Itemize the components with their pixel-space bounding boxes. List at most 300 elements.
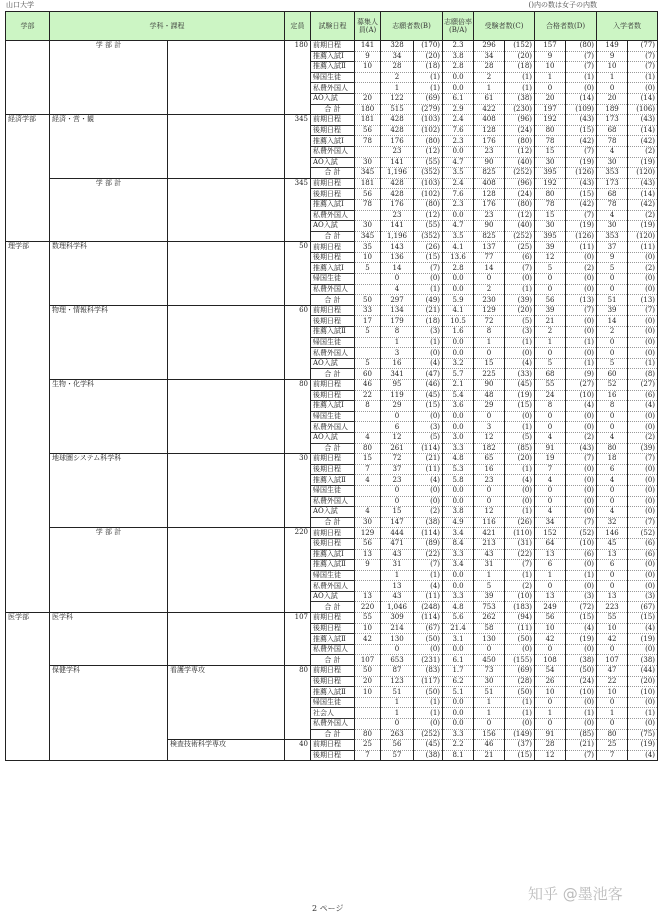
passed-value: 249 bbox=[535, 602, 566, 613]
examinees-value: 28 bbox=[474, 62, 505, 73]
passed-value: 80 bbox=[535, 189, 566, 200]
enrolled-value: 47 bbox=[597, 666, 628, 677]
examinees-value: 48 bbox=[474, 390, 505, 401]
enrolled-female: (106) bbox=[628, 104, 658, 115]
examinees-female: (40) bbox=[505, 221, 535, 232]
ratio-value: 0.0 bbox=[443, 274, 474, 285]
passed-value: 0 bbox=[535, 284, 566, 295]
examinees-value: 77 bbox=[474, 252, 505, 263]
enrolled-value: 0 bbox=[597, 719, 628, 730]
examinees-value: 31 bbox=[474, 560, 505, 571]
examinees-value: 34 bbox=[474, 51, 505, 62]
applicants-value: 214 bbox=[381, 623, 414, 634]
schedule-label: 前期日程 bbox=[311, 528, 355, 539]
recruit-value: 60 bbox=[355, 369, 381, 380]
ratio-value: 3.0 bbox=[443, 432, 474, 443]
enrolled-female: (0) bbox=[628, 252, 658, 263]
examinees-value: 129 bbox=[474, 305, 505, 316]
passed-value: 157 bbox=[535, 41, 566, 52]
schedule-label: 推薦入試Ⅱ bbox=[311, 475, 355, 486]
enrolled-value: 1 bbox=[597, 708, 628, 719]
examinees-value: 0 bbox=[474, 485, 505, 496]
applicants-female: (352) bbox=[414, 231, 443, 242]
enrolled-female: (43) bbox=[628, 115, 658, 126]
passed-female: (10) bbox=[566, 687, 597, 698]
capacity-value: 80 bbox=[285, 380, 311, 454]
passed-value: 10 bbox=[535, 687, 566, 698]
schedule-label: 合 計 bbox=[311, 655, 355, 666]
passed-female: (1) bbox=[566, 72, 597, 83]
schedule-label: 私費外国人 bbox=[311, 83, 355, 94]
recruit-value: 78 bbox=[355, 199, 381, 210]
passed-female: (7) bbox=[566, 51, 597, 62]
schedule-label: 合 計 bbox=[311, 729, 355, 740]
enrolled-female: (0) bbox=[628, 274, 658, 285]
applicants-female: (89) bbox=[414, 538, 443, 549]
table-row bbox=[6, 454, 658, 465]
schedule-label: 後期日程 bbox=[311, 390, 355, 401]
ratio-value: 8.1 bbox=[443, 750, 474, 761]
applicants-female: (69) bbox=[414, 93, 443, 104]
examinees-value: 29 bbox=[474, 401, 505, 412]
applicants-female: (114) bbox=[414, 528, 443, 539]
recruit-value: 345 bbox=[355, 231, 381, 242]
examinees-female: (20) bbox=[505, 51, 535, 62]
ratio-value: 0.0 bbox=[443, 719, 474, 730]
enrolled-value: 9 bbox=[597, 51, 628, 62]
passed-value: 0 bbox=[535, 485, 566, 496]
ratio-value: 3.6 bbox=[443, 401, 474, 412]
enrolled-value: 353 bbox=[597, 168, 628, 179]
applicants-female: (0) bbox=[414, 348, 443, 359]
enrolled-female: (11) bbox=[628, 242, 658, 253]
passed-value: 13 bbox=[535, 591, 566, 602]
recruit-value bbox=[355, 274, 381, 285]
capacity-value: 40 bbox=[285, 740, 311, 761]
passed-value: 197 bbox=[535, 104, 566, 115]
course-name: 検査技術科学専攻 bbox=[168, 740, 285, 761]
applicants-female: (22) bbox=[414, 549, 443, 560]
ratio-value: 3.3 bbox=[443, 591, 474, 602]
examinees-value: 753 bbox=[474, 602, 505, 613]
applicants-female: (11) bbox=[414, 464, 443, 475]
applicants-female: (0) bbox=[414, 485, 443, 496]
examinees-female: (38) bbox=[505, 93, 535, 104]
course-name bbox=[168, 528, 285, 613]
enrolled-female: (7) bbox=[628, 517, 658, 528]
passed-female: (1) bbox=[566, 337, 597, 348]
applicants-female: (12) bbox=[414, 146, 443, 157]
ratio-value: 3.2 bbox=[443, 358, 474, 369]
recruit-value: 17 bbox=[355, 316, 381, 327]
applicants-value: 444 bbox=[381, 528, 414, 539]
ratio-value: 7.6 bbox=[443, 189, 474, 200]
recruit-value: 4 bbox=[355, 475, 381, 486]
schedule-label: 私費外国人 bbox=[311, 719, 355, 730]
applicants-value: 297 bbox=[381, 295, 414, 306]
enrolled-value: 68 bbox=[597, 125, 628, 136]
recruit-value: 7 bbox=[355, 464, 381, 475]
enrolled-female: (0) bbox=[628, 327, 658, 338]
examinees-female: (0) bbox=[505, 496, 535, 507]
ratio-value: 6.1 bbox=[443, 93, 474, 104]
passed-value: 1 bbox=[535, 708, 566, 719]
enrolled-value: 149 bbox=[597, 41, 628, 52]
applicants-female: (4) bbox=[414, 358, 443, 369]
recruit-value bbox=[355, 496, 381, 507]
department-name: 学 部 計 bbox=[50, 528, 168, 613]
examinees-value: 51 bbox=[474, 687, 505, 698]
applicants-female: (231) bbox=[414, 655, 443, 666]
applicants-value: 1,196 bbox=[381, 168, 414, 179]
applicants-female: (4) bbox=[414, 581, 443, 592]
ratio-value: 1.7 bbox=[443, 666, 474, 677]
recruit-value: 30 bbox=[355, 157, 381, 168]
enrolled-value: 0 bbox=[597, 496, 628, 507]
passed-female: (9) bbox=[566, 369, 597, 380]
applicants-value: 341 bbox=[381, 369, 414, 380]
applicants-female: (0) bbox=[414, 644, 443, 655]
schedule-label: AO入試 bbox=[311, 591, 355, 602]
examinees-female: (149) bbox=[505, 729, 535, 740]
applicants-value: 15 bbox=[381, 507, 414, 518]
ratio-value: 2.1 bbox=[443, 380, 474, 391]
examinees-female: (0) bbox=[505, 485, 535, 496]
examinees-female: (37) bbox=[505, 740, 535, 751]
enrolled-female: (0) bbox=[628, 581, 658, 592]
passed-female: (2) bbox=[566, 263, 597, 274]
applicants-female: (12) bbox=[414, 210, 443, 221]
passed-value: 1 bbox=[535, 337, 566, 348]
capacity-value: 80 bbox=[285, 666, 311, 740]
applicants-value: 428 bbox=[381, 178, 414, 189]
passed-female: (0) bbox=[566, 252, 597, 263]
enrolled-value: 8 bbox=[597, 401, 628, 412]
enrolled-value: 0 bbox=[597, 581, 628, 592]
examinees-female: (1) bbox=[505, 697, 535, 708]
recruit-value bbox=[355, 719, 381, 730]
examinees-female: (252) bbox=[505, 231, 535, 242]
enrolled-value: 80 bbox=[597, 443, 628, 454]
recruit-value: 9 bbox=[355, 560, 381, 571]
enrolled-value: 353 bbox=[597, 231, 628, 242]
examinees-value: 0 bbox=[474, 496, 505, 507]
enrolled-value: 7 bbox=[597, 750, 628, 761]
schedule-label: 帰国生徒 bbox=[311, 337, 355, 348]
examinees-female: (33) bbox=[505, 369, 535, 380]
col-passed: 合格者数(D) bbox=[535, 12, 597, 41]
applicants-female: (18) bbox=[414, 316, 443, 327]
passed-value: 4 bbox=[535, 432, 566, 443]
table-row bbox=[6, 613, 658, 624]
applicants-female: (38) bbox=[414, 517, 443, 528]
schedule-label: AO入試 bbox=[311, 358, 355, 369]
examinees-value: 182 bbox=[474, 443, 505, 454]
passed-value: 0 bbox=[535, 411, 566, 422]
col-applicants: 志願者数(B) bbox=[381, 12, 443, 41]
applicants-value: 37 bbox=[381, 464, 414, 475]
applicants-female: (45) bbox=[414, 740, 443, 751]
passed-female: (42) bbox=[566, 136, 597, 147]
ratio-value: 2.3 bbox=[443, 199, 474, 210]
course-name bbox=[168, 115, 285, 179]
passed-value: 39 bbox=[535, 305, 566, 316]
schedule-label: 社会人 bbox=[311, 708, 355, 719]
examinees-value: 61 bbox=[474, 93, 505, 104]
ratio-value: 3.5 bbox=[443, 231, 474, 242]
examinees-female: (4) bbox=[505, 358, 535, 369]
enrolled-value: 0 bbox=[597, 411, 628, 422]
recruit-value: 50 bbox=[355, 666, 381, 677]
examinees-female: (110) bbox=[505, 528, 535, 539]
enrolled-value: 39 bbox=[597, 305, 628, 316]
applicants-value: 2 bbox=[381, 72, 414, 83]
passed-female: (10) bbox=[566, 390, 597, 401]
ratio-value: 0.0 bbox=[443, 146, 474, 157]
applicants-value: 653 bbox=[381, 655, 414, 666]
passed-female: (7) bbox=[566, 454, 597, 465]
enrolled-value: 25 bbox=[597, 740, 628, 751]
passed-female: (7) bbox=[566, 750, 597, 761]
recruit-value bbox=[355, 337, 381, 348]
examinees-female: (50) bbox=[505, 634, 535, 645]
examinees-value: 422 bbox=[474, 104, 505, 115]
examinees-value: 23 bbox=[474, 146, 505, 157]
examinees-female: (4) bbox=[505, 475, 535, 486]
ratio-value: 5.8 bbox=[443, 475, 474, 486]
applicants-value: 1 bbox=[381, 83, 414, 94]
recruit-value: 13 bbox=[355, 549, 381, 560]
examinees-value: 90 bbox=[474, 380, 505, 391]
ratio-value: 5.9 bbox=[443, 295, 474, 306]
examinees-female: (18) bbox=[505, 62, 535, 73]
schedule-label: 後期日程 bbox=[311, 676, 355, 687]
passed-value: 152 bbox=[535, 528, 566, 539]
schedule-label: 前期日程 bbox=[311, 115, 355, 126]
passed-value: 7 bbox=[535, 464, 566, 475]
applicants-female: (1) bbox=[414, 83, 443, 94]
examinees-value: 16 bbox=[474, 464, 505, 475]
passed-female: (7) bbox=[566, 305, 597, 316]
enrolled-female: (1) bbox=[628, 708, 658, 719]
schedule-label: 私費外国人 bbox=[311, 496, 355, 507]
female-count-note: ()内の数は女子の内数 bbox=[528, 1, 597, 9]
applicants-value: 263 bbox=[381, 729, 414, 740]
examinees-value: 130 bbox=[474, 634, 505, 645]
enrolled-value: 146 bbox=[597, 528, 628, 539]
ratio-value: 3.3 bbox=[443, 443, 474, 454]
passed-female: (0) bbox=[566, 507, 597, 518]
recruit-value: 20 bbox=[355, 93, 381, 104]
enrolled-female: (19) bbox=[628, 157, 658, 168]
passed-value: 34 bbox=[535, 517, 566, 528]
enrolled-value: 0 bbox=[597, 337, 628, 348]
applicants-female: (20) bbox=[414, 51, 443, 62]
recruit-value: 8 bbox=[355, 401, 381, 412]
passed-female: (1) bbox=[566, 708, 597, 719]
enrolled-value: 173 bbox=[597, 115, 628, 126]
col-schedule: 試験日程 bbox=[311, 12, 355, 41]
examinees-female: (2) bbox=[505, 581, 535, 592]
schedule-label: 後期日程 bbox=[311, 464, 355, 475]
examinees-female: (96) bbox=[505, 178, 535, 189]
examinees-female: (252) bbox=[505, 168, 535, 179]
passed-value: 4 bbox=[535, 507, 566, 518]
enrolled-value: 0 bbox=[597, 422, 628, 433]
applicants-value: 134 bbox=[381, 305, 414, 316]
passed-female: (19) bbox=[566, 221, 597, 232]
enrolled-female: (0) bbox=[628, 464, 658, 475]
passed-female: (85) bbox=[566, 729, 597, 740]
schedule-label: 前期日程 bbox=[311, 41, 355, 52]
enrolled-female: (2) bbox=[628, 146, 658, 157]
enrolled-female: (120) bbox=[628, 231, 658, 242]
examinees-female: (5) bbox=[505, 432, 535, 443]
applicants-value: 0 bbox=[381, 411, 414, 422]
enrolled-value: 0 bbox=[597, 485, 628, 496]
enrolled-female: (0) bbox=[628, 570, 658, 581]
examinees-female: (1) bbox=[505, 337, 535, 348]
passed-female: (42) bbox=[566, 199, 597, 210]
enrolled-value: 107 bbox=[597, 655, 628, 666]
enrolled-value: 189 bbox=[597, 104, 628, 115]
enrolled-value: 1 bbox=[597, 72, 628, 83]
applicants-female: (18) bbox=[414, 62, 443, 73]
passed-value: 39 bbox=[535, 242, 566, 253]
passed-female: (0) bbox=[566, 274, 597, 285]
applicants-female: (11) bbox=[414, 591, 443, 602]
passed-female: (24) bbox=[566, 676, 597, 687]
passed-value: 192 bbox=[535, 115, 566, 126]
enrolled-female: (0) bbox=[628, 719, 658, 730]
ratio-value: 5.7 bbox=[443, 369, 474, 380]
schedule-label: 後期日程 bbox=[311, 189, 355, 200]
applicants-value: 309 bbox=[381, 613, 414, 624]
recruit-value: 5 bbox=[355, 263, 381, 274]
ratio-value: 8.4 bbox=[443, 538, 474, 549]
applicants-female: (1) bbox=[414, 570, 443, 581]
examinees-female: (94) bbox=[505, 613, 535, 624]
enrolled-female: (42) bbox=[628, 136, 658, 147]
enrolled-female: (77) bbox=[628, 41, 658, 52]
col-recruit: 募集人員(A) bbox=[355, 12, 381, 41]
schedule-label: AO入試 bbox=[311, 221, 355, 232]
passed-value: 0 bbox=[535, 348, 566, 359]
enrolled-female: (1) bbox=[628, 72, 658, 83]
examinees-value: 450 bbox=[474, 655, 505, 666]
department-name: 学 部 計 bbox=[50, 41, 168, 115]
enrolled-female: (39) bbox=[628, 443, 658, 454]
examinees-value: 15 bbox=[474, 358, 505, 369]
passed-value: 0 bbox=[535, 422, 566, 433]
schedule-label: 私費外国人 bbox=[311, 644, 355, 655]
passed-female: (0) bbox=[566, 496, 597, 507]
passed-female: (6) bbox=[566, 549, 597, 560]
applicants-female: (49) bbox=[414, 295, 443, 306]
applicants-female: (3) bbox=[414, 327, 443, 338]
recruit-value bbox=[355, 348, 381, 359]
applicants-female: (4) bbox=[414, 475, 443, 486]
course-name bbox=[168, 613, 285, 666]
passed-female: (43) bbox=[566, 178, 597, 189]
ratio-value: 2.3 bbox=[443, 136, 474, 147]
recruit-value: 141 bbox=[355, 41, 381, 52]
recruit-value bbox=[355, 411, 381, 422]
ratio-value: 0.0 bbox=[443, 496, 474, 507]
applicants-female: (1) bbox=[414, 697, 443, 708]
enrolled-value: 0 bbox=[597, 644, 628, 655]
passed-value: 64 bbox=[535, 538, 566, 549]
examinees-value: 408 bbox=[474, 115, 505, 126]
enrolled-female: (1) bbox=[628, 358, 658, 369]
schedule-label: 帰国生徒 bbox=[311, 570, 355, 581]
passed-female: (0) bbox=[566, 697, 597, 708]
passed-female: (15) bbox=[566, 613, 597, 624]
passed-female: (7) bbox=[566, 517, 597, 528]
applicants-female: (103) bbox=[414, 115, 443, 126]
examinees-value: 3 bbox=[474, 422, 505, 433]
enrolled-value: 9 bbox=[597, 252, 628, 263]
applicants-value: 29 bbox=[381, 401, 414, 412]
passed-female: (0) bbox=[566, 719, 597, 730]
schedule-label: 前期日程 bbox=[311, 666, 355, 677]
ratio-value: 0.0 bbox=[443, 210, 474, 221]
capacity-value: 345 bbox=[285, 178, 311, 242]
applicants-value: 34 bbox=[381, 51, 414, 62]
department-name: 保健学科 bbox=[50, 666, 168, 761]
passed-female: (1) bbox=[566, 358, 597, 369]
applicants-female: (352) bbox=[414, 168, 443, 179]
ratio-value: 0.0 bbox=[443, 284, 474, 295]
applicants-value: 23 bbox=[381, 146, 414, 157]
ratio-value: 5.3 bbox=[443, 464, 474, 475]
passed-female: (19) bbox=[566, 634, 597, 645]
passed-female: (21) bbox=[566, 740, 597, 751]
applicants-value: 0 bbox=[381, 496, 414, 507]
enrolled-value: 10 bbox=[597, 62, 628, 73]
department-name: 学 部 計 bbox=[50, 178, 168, 242]
passed-value: 78 bbox=[535, 136, 566, 147]
applicants-female: (114) bbox=[414, 613, 443, 624]
examinees-value: 65 bbox=[474, 454, 505, 465]
schedule-label: 合 計 bbox=[311, 231, 355, 242]
schedule-label: 後期日程 bbox=[311, 538, 355, 549]
enrolled-value: 2 bbox=[597, 327, 628, 338]
examinees-female: (50) bbox=[505, 687, 535, 698]
passed-value: 91 bbox=[535, 729, 566, 740]
schedule-label: 私費外国人 bbox=[311, 210, 355, 221]
examinees-value: 1 bbox=[474, 697, 505, 708]
ratio-value: 0.0 bbox=[443, 411, 474, 422]
ratio-value: 3.5 bbox=[443, 168, 474, 179]
enrolled-value: 18 bbox=[597, 454, 628, 465]
passed-female: (0) bbox=[566, 83, 597, 94]
passed-value: 0 bbox=[535, 719, 566, 730]
ratio-value: 4.1 bbox=[443, 305, 474, 316]
schedule-label: 私費外国人 bbox=[311, 348, 355, 359]
passed-value: 395 bbox=[535, 231, 566, 242]
passed-value: 15 bbox=[535, 210, 566, 221]
examinees-female: (40) bbox=[505, 157, 535, 168]
applicants-value: 13 bbox=[381, 581, 414, 592]
enrolled-female: (4) bbox=[628, 623, 658, 634]
examinees-value: 30 bbox=[474, 676, 505, 687]
applicants-female: (83) bbox=[414, 666, 443, 677]
enrolled-female: (0) bbox=[628, 475, 658, 486]
table-row bbox=[6, 115, 658, 126]
examinees-value: 2 bbox=[474, 284, 505, 295]
enrolled-female: (6) bbox=[628, 390, 658, 401]
